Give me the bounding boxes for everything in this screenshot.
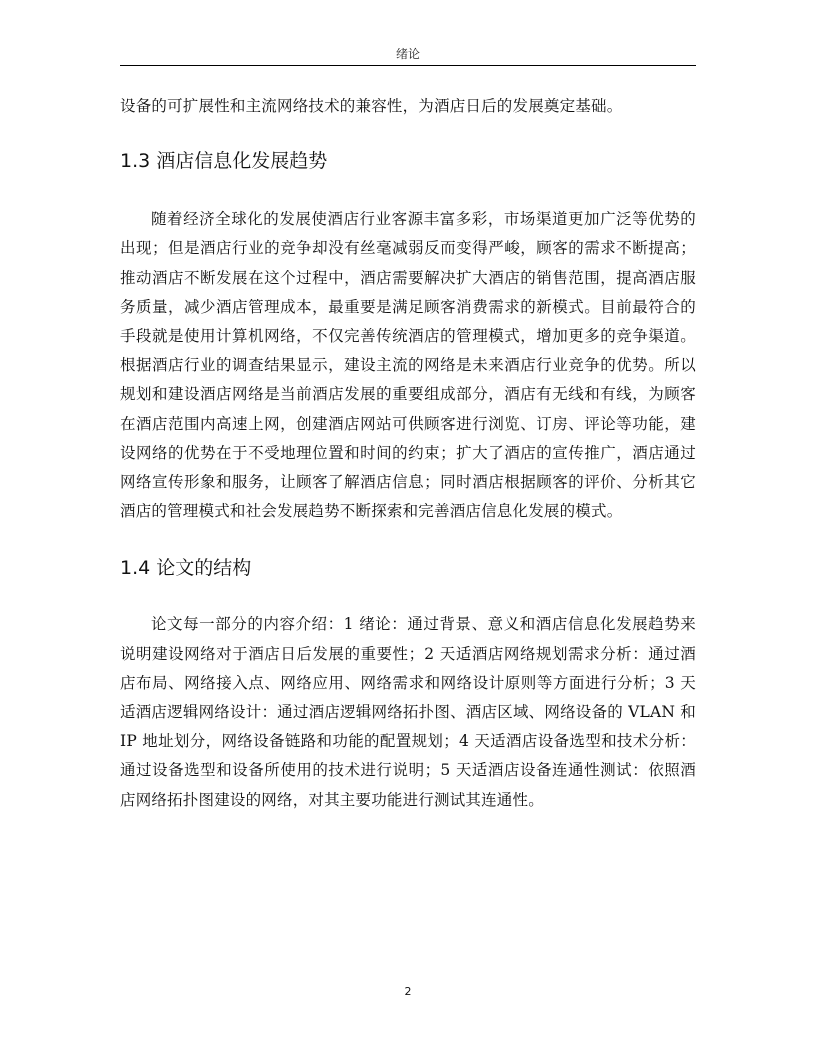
running-header: 绪论: [395, 47, 420, 61]
section-1-4-paragraph: 论文每一部分的内容介绍：1 绪论：通过背景、意义和酒店信息化发展趋势来说明建设网络对于酒店日后发展的重要性；2 天适酒店网络规划需求分析：通过酒店布局、网络接入点、网络应用、网络需求和网络设计原则等方面进行分析；3 天适酒店逻辑网络设计：通过酒店逻辑网络拓扑图、酒店区域、网络设备的 VLAN 和 IP 地址划分，网络设备链路和功能的配置规划；4 天适酒店设备选型和技术分析：通过设备选型和设备所使用的技术进行说明；5 天适酒店设备连通性测试：依照酒店网络拓扑图建设的网络，对其主要功能进行测试其连通性。: [120, 615, 696, 809]
intro-continuation-paragraph: 设备的可扩展性和主流网络技术的兼容性，为酒店日后的发展奠定基础。: [120, 97, 623, 115]
section-1-3-paragraph: 随着经济全球化的发展使酒店行业客源丰富多彩，市场渠道更加广泛等优势的出现；但是酒店行业的竞争却没有丝毫减弱反而变得严峻，顾客的需求不断提高；推动酒店不断发展在这个过程中，酒店需要解决扩大酒店的销售范围，提高酒店服务质量，减少酒店管理成本，最重要是满足顾客消费需求的新模式。目前最符合的手段就是使用计算机网络，不仅完善传统酒店的管理模式，增加更多的竞争渠道。根据酒店行业的调查结果显示，建设主流的网络是未来酒店行业竞争的优势。所以规划和建设酒店网络是当前酒店发展的重要组成部分，酒店有无线和有线，为顾客在酒店范围内高速上网，创建酒店网站可供顾客进行浏览、订房、评论等功能，建设网络的优势在于不受地理位置和时间的约束；扩大了酒店的宣传推广，酒店通过网络宣传形象和服务，让顾客了解酒店信息；同时酒店根据顾客的评价、分析其它酒店的管理模式和社会发展趋势不断探索和完善酒店信息化发展的模式。: [120, 210, 696, 521]
page-number: 2: [404, 985, 412, 998]
page-content: [120, 92, 696, 815]
section-1-4-heading: 1.4 论文的结构: [120, 557, 252, 580]
header-rule: [120, 65, 696, 66]
section-1-3-heading: 1.3 酒店信息化发展趋势: [120, 150, 328, 173]
